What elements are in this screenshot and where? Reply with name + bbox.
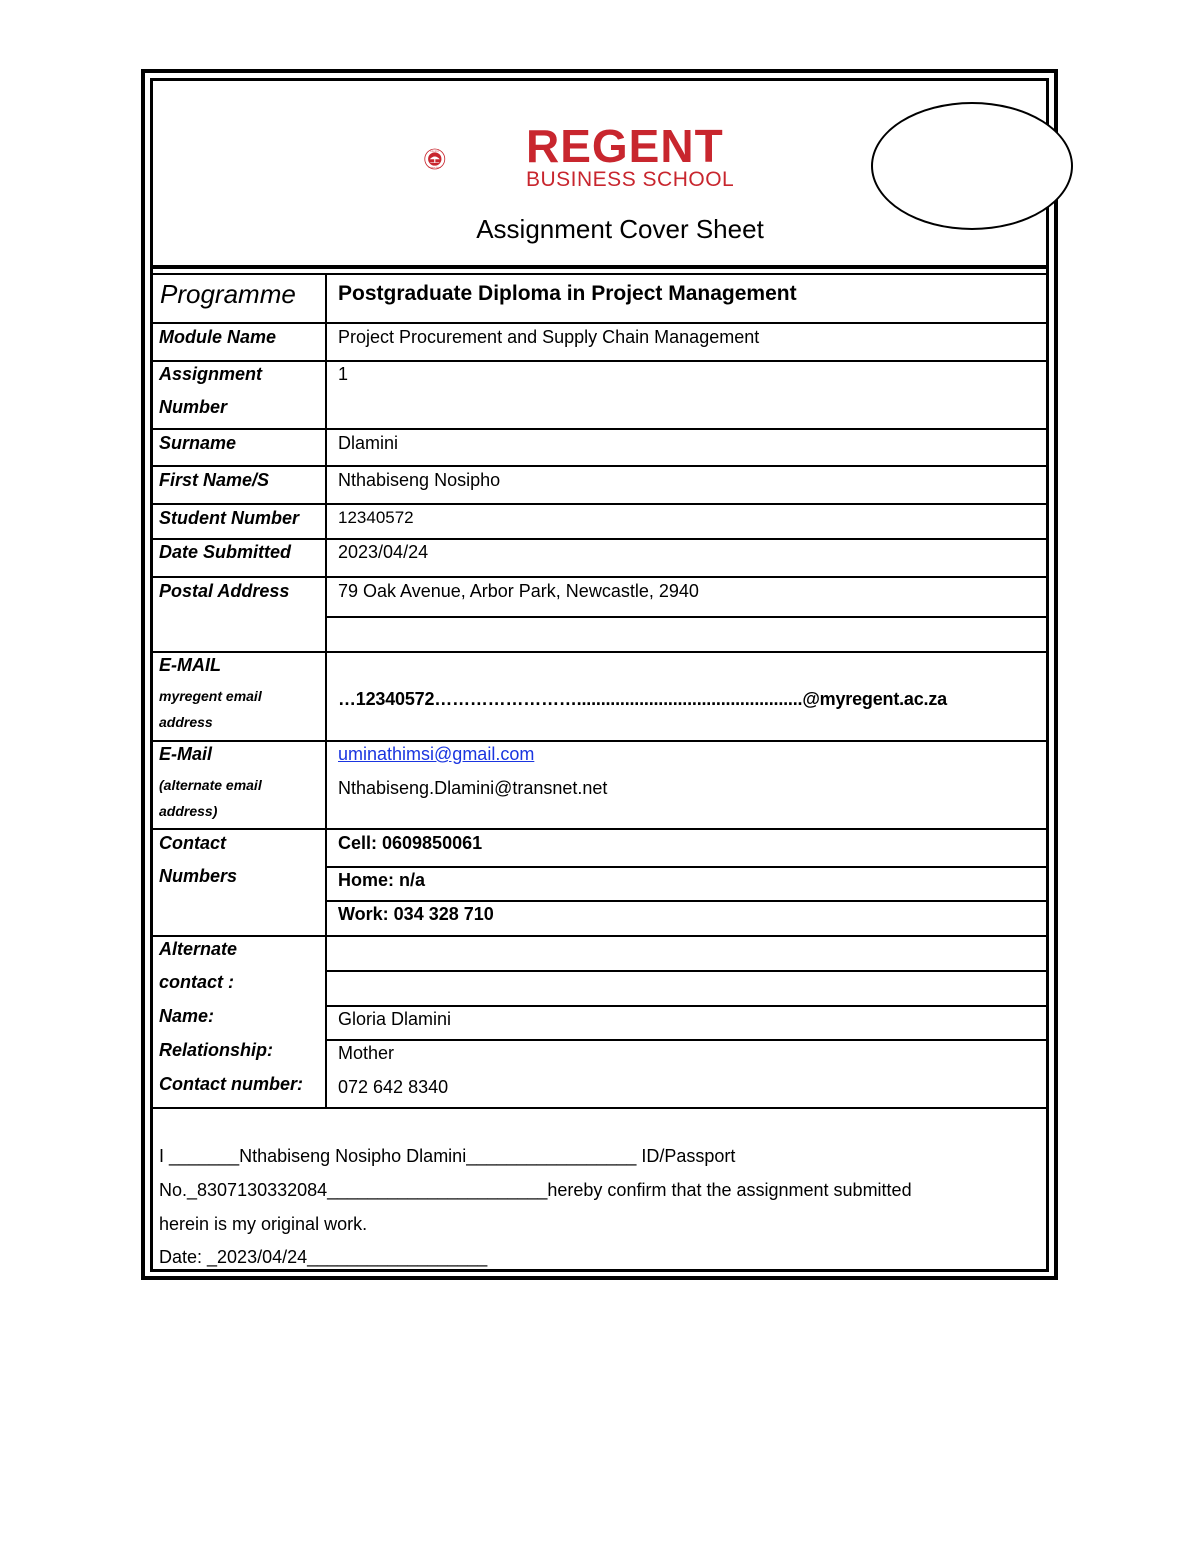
row-divider (150, 322, 1049, 324)
contact-numbers-label-line1: Contact (159, 833, 226, 853)
alternate-contact-name-value: Gloria Dlamini (338, 1009, 452, 1029)
row-divider (150, 503, 1049, 505)
email-label: E-MAIL (159, 655, 221, 675)
postal-address-value: 79 Oak Avenue, Arbor Park, Newcastle, 2940 (338, 581, 699, 601)
declaration-line-3: herein is my original work. (159, 1214, 368, 1234)
declaration-line-2: No._8307130332084______________________hereby confirm that the assignment submitted (159, 1180, 912, 1200)
alt-email-sublabel-line2: address) (159, 803, 218, 819)
cell-number-value: Cell: 0609850061 (338, 833, 483, 853)
alt-email-value-2: Nthabiseng.Dlamini@transnet.net (338, 778, 608, 798)
alt-email-link[interactable]: uminathimsi@gmail.com (338, 744, 535, 764)
contact-numbers-label-line2: Numbers (159, 866, 238, 886)
alternate-contact-number-label: Contact number: (159, 1074, 303, 1094)
logo-wordmark: REGENT (526, 120, 724, 172)
postal-address-label: Postal Address (159, 581, 290, 601)
assignment-number-label-line2: Number (159, 397, 228, 417)
declaration-line-1: I _______Nthabiseng Nosipho Dlamini_________________ ID/Passport (159, 1146, 736, 1166)
declaration-date-line: Date: _2023/04/24__________________ (159, 1247, 488, 1267)
row-divider (326, 1039, 1049, 1041)
row-divider (150, 651, 1049, 653)
assignment-number-label-line1: Assignment (159, 364, 263, 384)
page-title: Assignment Cover Sheet (476, 214, 764, 244)
email-sublabel-line2: address (159, 714, 213, 730)
table-bottom-border (150, 1107, 1049, 1109)
row-divider (150, 935, 1049, 937)
surname-label: Surname (159, 433, 237, 453)
row-divider (150, 740, 1049, 742)
row-divider (150, 428, 1049, 430)
home-number-value: Home: n/a (338, 870, 426, 890)
assignment-number-value: 1 (338, 364, 349, 384)
table-top-border (150, 273, 1049, 275)
module-name-label: Module Name (159, 327, 277, 347)
module-name-value: Project Procurement and Supply Chain Management (338, 327, 760, 347)
alternate-contact-relationship-label: Relationship: (159, 1040, 274, 1060)
row-divider (326, 866, 1049, 868)
date-submitted-value: 2023/04/24 (338, 542, 429, 562)
alternate-contact-number-value: 072 642 8340 (338, 1077, 449, 1097)
alt-email-sublabel-line1: (alternate email (159, 777, 262, 793)
date-submitted-label: Date Submitted (159, 542, 292, 562)
student-number-label: Student Number (159, 508, 300, 528)
alternate-contact-label-line2: contact : (159, 972, 235, 992)
programme-value: Postgraduate Diploma in Project Management (338, 282, 797, 305)
alternate-contact-name-label: Name: (159, 1006, 215, 1026)
surname-value: Dlamini (338, 433, 399, 453)
row-divider (150, 828, 1049, 830)
alternate-contact-label-line1: Alternate (159, 939, 238, 959)
logo-ring-top-text: REGENT (430, 150, 440, 153)
stamp-oval (871, 102, 1073, 230)
row-divider (326, 616, 1049, 618)
programme-label: Programme (160, 279, 296, 309)
row-divider (150, 360, 1049, 362)
myregent-email-value: …12340572……………………...............................................@myregent.ac.za (338, 689, 947, 709)
row-divider (150, 465, 1049, 467)
logo-subtitle: BUSINESS SCHOOL (526, 168, 735, 191)
row-divider (150, 576, 1049, 578)
regent-logo-emblem (422, 120, 522, 198)
email-sublabel-line1: myregent email (159, 688, 262, 704)
student-number-value: 12340572 (338, 508, 414, 527)
row-divider (326, 970, 1049, 972)
alternate-contact-relationship-value: Mother (338, 1043, 395, 1063)
label-column-divider (325, 273, 327, 1109)
first-names-value: Nthabiseng Nosipho (338, 470, 501, 490)
first-names-label: First Name/S (159, 470, 270, 490)
alt-email-label: E-Mail (159, 744, 213, 764)
logo-ring-bottom-text: Business School (428, 167, 442, 170)
work-number-value: Work: 034 328 710 (338, 904, 494, 924)
